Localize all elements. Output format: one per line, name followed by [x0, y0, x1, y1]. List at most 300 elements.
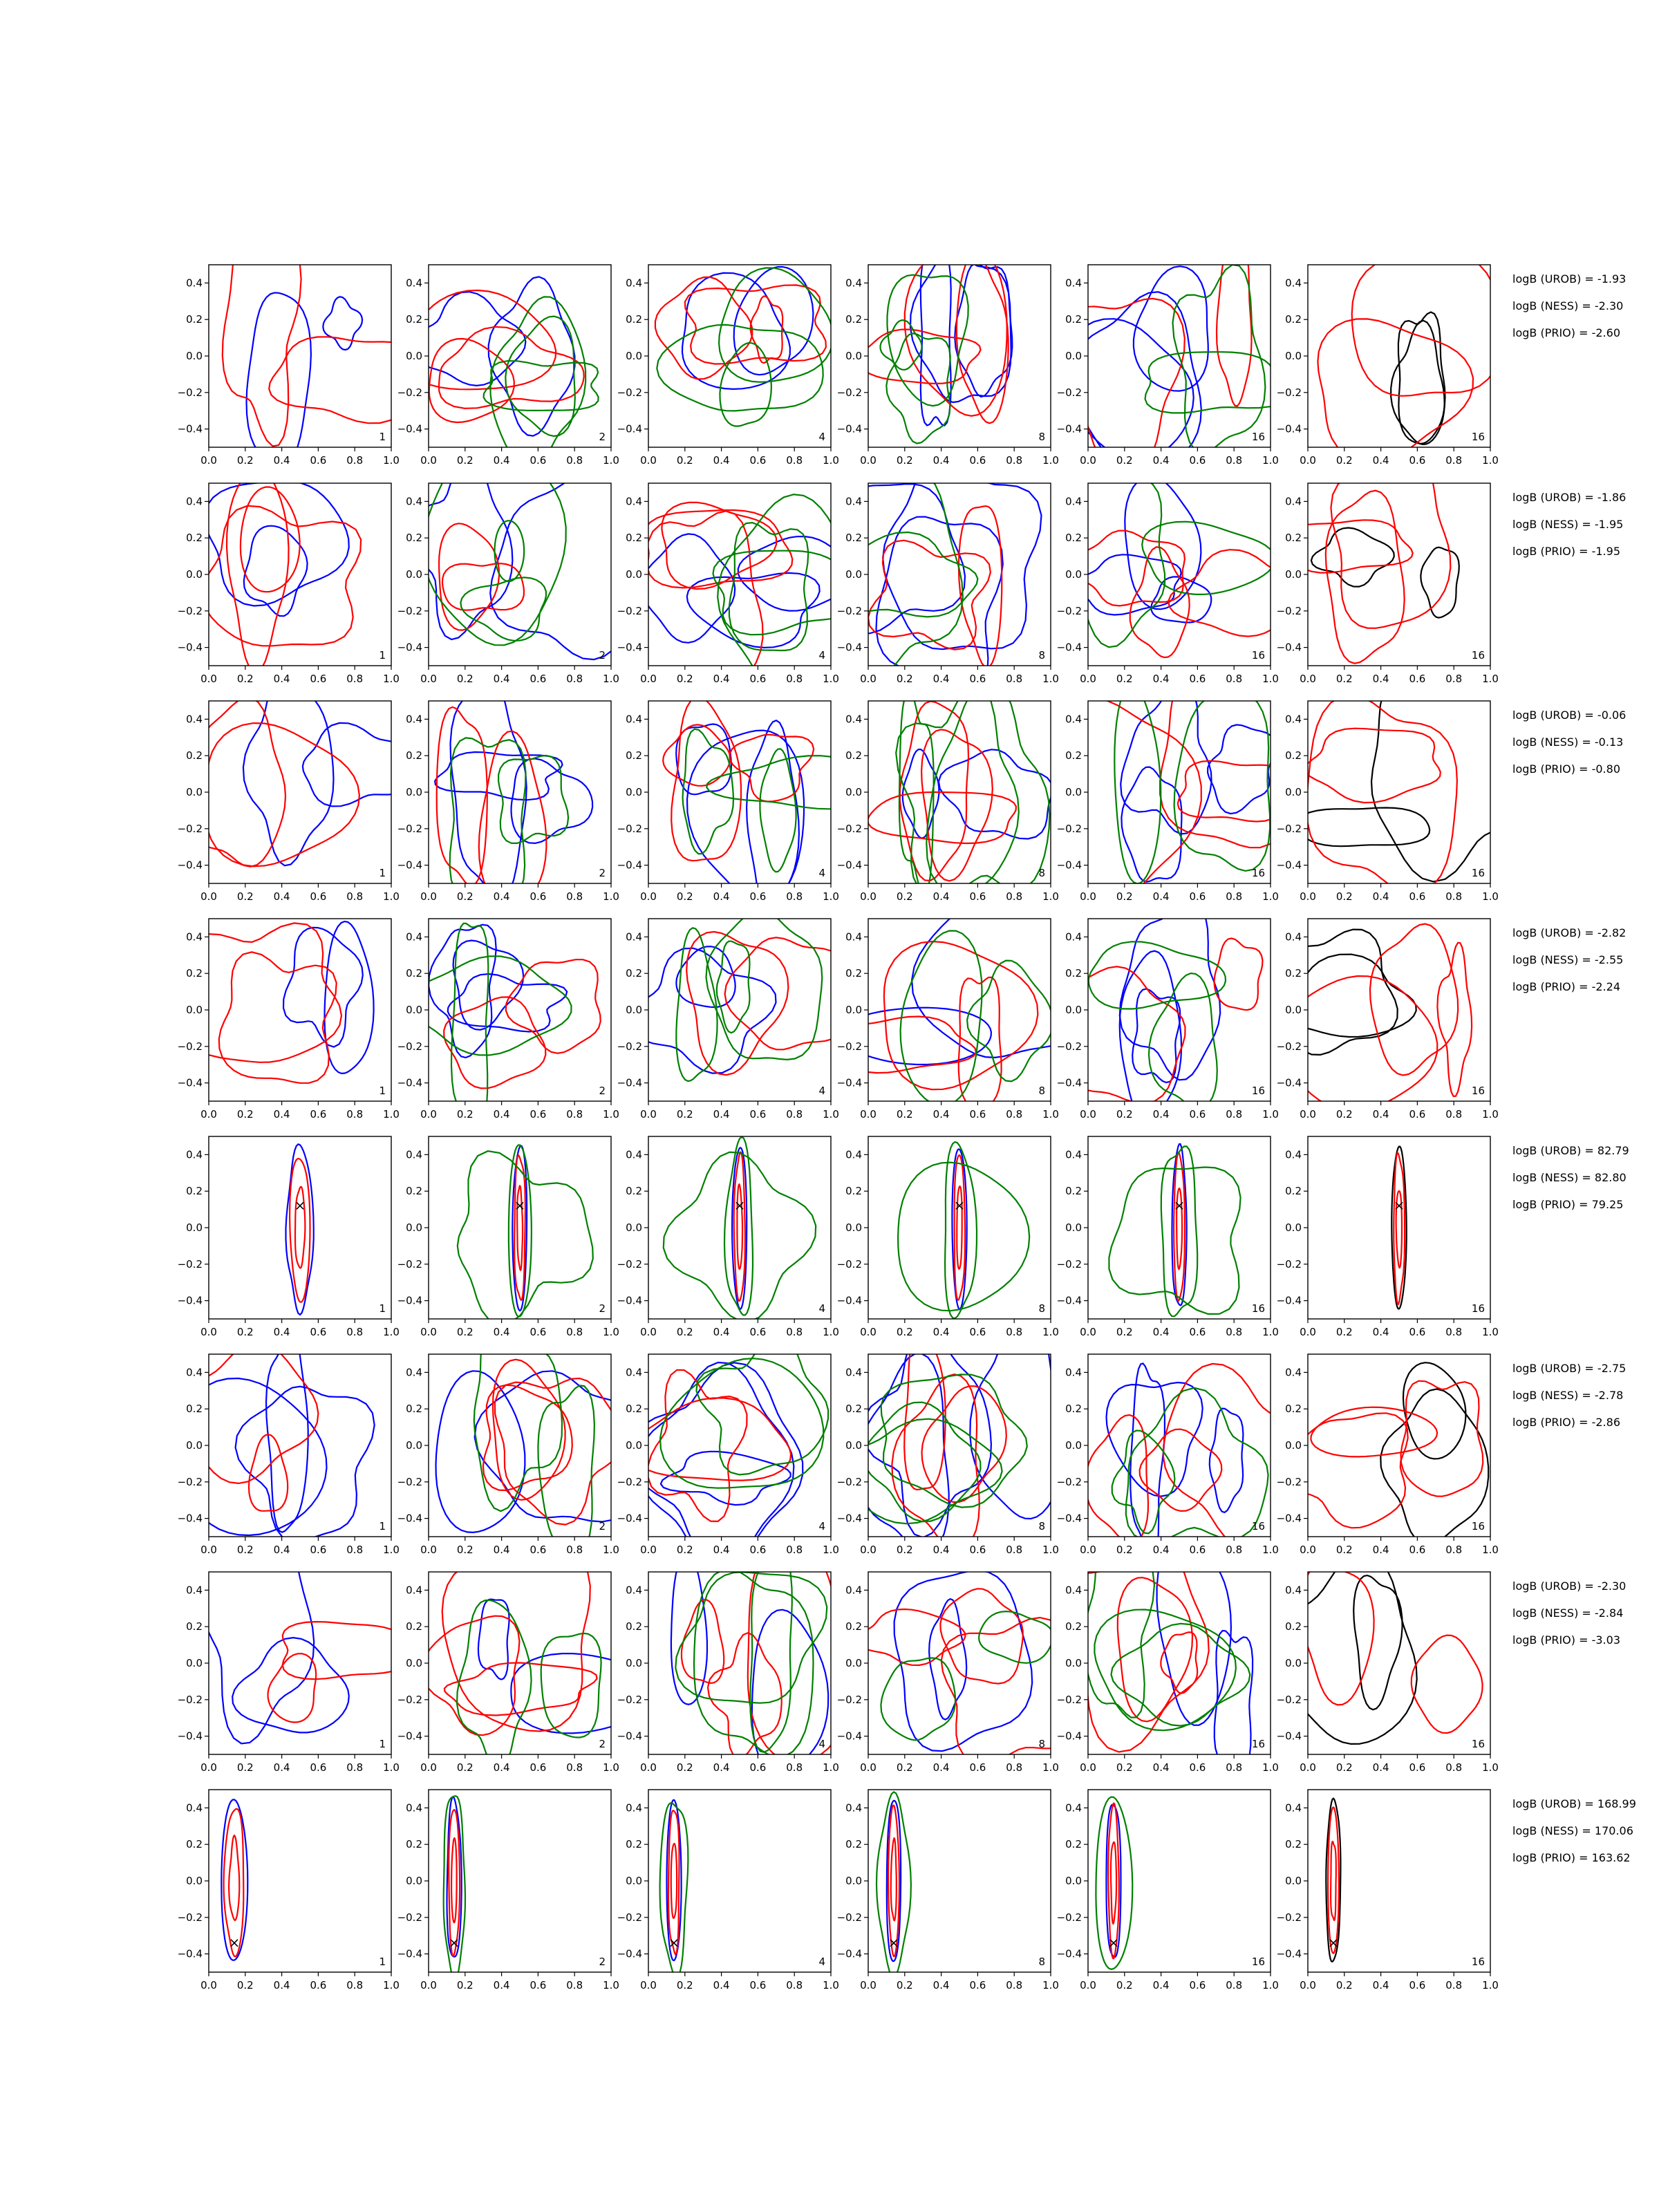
y-tick-label: 0.0: [186, 568, 203, 581]
contour-line-184: [266, 1322, 308, 1532]
panel-contours: [1297, 666, 1528, 894]
contour-line-183: [1396, 1191, 1402, 1268]
y-tick-label: 0.4: [186, 713, 203, 726]
x-tick-label: 0.4: [1152, 1979, 1170, 1991]
x-tick-label: 0.8: [786, 1544, 803, 1556]
x-tick-label: 0.2: [676, 454, 693, 467]
panel-r6-c4: [833, 1302, 1064, 1556]
logb-stat: logB (UROB) = -1.86: [1512, 491, 1627, 504]
y-tick-label: 0.2: [845, 967, 862, 980]
panel-corner-label: 8: [1038, 649, 1045, 662]
x-tick-label: 0.0: [1300, 1326, 1316, 1338]
panel-contours: [177, 1322, 375, 1541]
x-tick-label: 0.2: [896, 454, 913, 467]
contour-line-155: [1437, 943, 1472, 1096]
contour-line-1: [247, 293, 311, 464]
x-tick-label: 1.0: [823, 1979, 839, 1991]
y-tick-label: −0.2: [1276, 1040, 1302, 1053]
y-tick-label: −0.4: [617, 641, 642, 654]
contour-line-153: [1251, 955, 1416, 1037]
x-tick-label: 0.0: [420, 1544, 437, 1556]
y-tick-label: −0.2: [397, 1257, 422, 1271]
contour-line-225: [200, 1528, 315, 1744]
y-tick-label: 0.0: [1065, 350, 1082, 362]
x-tick-label: 0.6: [969, 1326, 986, 1338]
logb-stat: logB (PRIO) = -3.03: [1512, 1633, 1620, 1647]
panel-r6-c5: [1057, 1354, 1302, 1574]
contour-line-252: [1215, 1631, 1253, 1767]
y-tick-label: 0.0: [1285, 1221, 1302, 1234]
y-tick-label: −0.4: [1056, 1730, 1082, 1743]
panel-corner-label: 1: [379, 1085, 386, 1097]
logb-stat: logB (UROB) = -0.06: [1512, 709, 1627, 722]
panel-corner-label: 16: [1471, 1738, 1485, 1750]
y-tick-label: 0.4: [186, 276, 203, 290]
contour-line-110: [1121, 683, 1211, 834]
y-tick-label: −0.4: [617, 1730, 642, 1743]
contour-line-226: [232, 1638, 349, 1732]
x-tick-label: 0.2: [676, 1979, 693, 1991]
y-tick-label: −0.4: [1056, 1076, 1082, 1089]
y-tick-label: −0.4: [397, 1294, 422, 1307]
y-tick-label: 0.2: [1065, 1403, 1082, 1416]
y-tick-label: −0.2: [836, 1475, 862, 1488]
contour-line-70: [1151, 577, 1211, 622]
contour-line-56: [644, 511, 763, 709]
contour-line-88: [479, 731, 547, 900]
contour-line-42: [241, 487, 300, 592]
y-tick-label: −0.4: [1276, 641, 1302, 654]
contour-line-279: [1108, 1803, 1119, 1959]
y-tick-label: 0.2: [186, 1185, 203, 1198]
panel-r4-c3: [617, 910, 850, 1121]
contour-line-283: [1328, 1808, 1339, 1953]
contour-line-115: [1114, 685, 1161, 884]
x-tick-label: 0.8: [346, 1108, 364, 1121]
panel-r1-c4: [837, 245, 1059, 467]
y-tick-label: 0.0: [1285, 1875, 1302, 1887]
x-tick-label: 1.0: [383, 454, 400, 467]
panel-corner-label: 1: [379, 431, 386, 443]
x-tick-label: 0.0: [420, 1108, 437, 1121]
panel-contours: [1326, 1799, 1340, 1962]
panel-contours: [1280, 1362, 1488, 1545]
x-tick-label: 0.6: [969, 1108, 986, 1121]
x-tick-label: 0.4: [493, 454, 510, 467]
y-tick-label: 0.0: [1065, 1439, 1082, 1452]
panel-r8-c6: [1277, 1790, 1499, 1991]
logb-stat: logB (NESS) = -2.78: [1512, 1389, 1624, 1402]
contour-line-224: [1280, 1413, 1407, 1528]
x-tick-label: 0.4: [932, 1761, 950, 1774]
y-tick-label: 0.2: [626, 1185, 642, 1198]
panel-corner-label: 16: [1251, 431, 1265, 443]
x-tick-label: 0.2: [236, 1544, 254, 1556]
y-tick-label: 0.4: [186, 1148, 203, 1161]
y-tick-label: −0.2: [1056, 604, 1082, 617]
x-tick-label: 0.0: [1300, 1979, 1316, 1991]
x-tick-label: 1.0: [603, 454, 619, 467]
y-tick-label: 0.0: [186, 1439, 203, 1452]
panel-r7-c3: [617, 1532, 853, 1775]
contour-line-177: [1174, 1153, 1185, 1301]
x-tick-label: 1.0: [603, 1979, 619, 1991]
x-tick-label: 0.0: [1300, 454, 1316, 467]
contour-line-240: [682, 1600, 724, 1683]
y-tick-label: 0.2: [1285, 1838, 1302, 1851]
x-tick-label: 0.8: [566, 1761, 583, 1774]
x-tick-label: 0.6: [1409, 890, 1426, 903]
x-tick-label: 0.2: [236, 454, 254, 467]
y-tick-label: 0.4: [186, 1366, 203, 1379]
y-tick-label: 0.4: [1285, 930, 1302, 944]
y-tick-label: −0.4: [836, 1512, 862, 1525]
panel-r1-c5: [1054, 238, 1290, 476]
contour-line-3: [223, 225, 301, 446]
contour-line-120: [1306, 695, 1457, 893]
x-tick-label: 0.6: [1189, 1108, 1206, 1121]
y-tick-label: −0.2: [1276, 1475, 1302, 1488]
contour-line-231: [444, 1663, 597, 1716]
x-tick-label: 0.4: [1152, 1761, 1170, 1774]
y-tick-label: 0.4: [626, 276, 642, 290]
axes-frame: [209, 919, 391, 1101]
x-tick-label: 0.4: [273, 1761, 290, 1774]
panel-corner-label: 16: [1251, 1520, 1265, 1533]
x-tick-label: 0.8: [786, 454, 803, 467]
x-tick-label: 0.4: [713, 1326, 730, 1338]
contour-line-139: [912, 903, 1091, 1058]
x-tick-label: 0.8: [346, 890, 364, 903]
x-tick-label: 0.4: [273, 454, 290, 467]
logb-stat: logB (UROB) = -2.75: [1512, 1362, 1627, 1375]
panel-contours: [664, 1137, 816, 1322]
x-tick-label: 0.0: [860, 454, 877, 467]
y-tick-label: −0.2: [177, 1475, 203, 1488]
contour-line-76: [1311, 528, 1394, 587]
x-tick-label: 0.2: [236, 1108, 254, 1121]
y-tick-label: 0.2: [845, 532, 862, 545]
y-tick-label: −0.4: [617, 1076, 642, 1089]
x-tick-label: 0.2: [896, 1979, 913, 1991]
contour-line-230: [511, 1653, 667, 1733]
panel-corner-label: 4: [818, 1956, 825, 1968]
x-tick-label: 0.8: [1006, 1326, 1023, 1338]
x-tick-label: 0.0: [640, 673, 657, 685]
x-tick-label: 0.0: [200, 1108, 217, 1121]
y-tick-label: 0.0: [845, 1221, 862, 1234]
x-tick-label: 1.0: [1262, 1544, 1279, 1556]
x-tick-label: 1.0: [383, 890, 400, 903]
x-tick-label: 0.2: [1335, 673, 1353, 685]
y-tick-label: −0.2: [1056, 1911, 1082, 1924]
panel-corner-label: 1: [379, 649, 386, 662]
y-tick-label: 0.0: [186, 1004, 203, 1016]
x-tick-label: 0.8: [1006, 454, 1023, 467]
panel-r6-c3: [617, 1338, 839, 1567]
x-tick-label: 1.0: [1262, 1979, 1279, 1991]
axes-frame: [1308, 701, 1490, 883]
x-tick-label: 0.2: [236, 673, 254, 685]
y-tick-label: 0.4: [406, 713, 422, 726]
y-tick-label: 0.0: [845, 350, 862, 362]
x-tick-label: 0.6: [1409, 1761, 1426, 1774]
y-tick-label: 0.4: [626, 930, 642, 944]
contour-line-284: [1331, 1841, 1336, 1920]
y-tick-label: 0.4: [1285, 1148, 1302, 1161]
panel-r8-c2: [397, 1790, 619, 1991]
x-tick-label: 0.2: [676, 1761, 693, 1774]
y-tick-label: 0.4: [406, 1801, 422, 1815]
y-tick-label: −0.4: [617, 859, 642, 872]
panel-contours: [877, 1792, 911, 1977]
y-tick-label: 0.2: [186, 1838, 203, 1851]
x-tick-label: 1.0: [823, 454, 839, 467]
contour-line-111: [1208, 725, 1275, 814]
y-tick-label: −0.4: [397, 1947, 422, 1960]
y-tick-label: −0.4: [397, 1076, 422, 1089]
y-tick-label: 0.2: [1065, 1620, 1082, 1633]
x-tick-label: 0.2: [1116, 1326, 1133, 1338]
x-tick-label: 1.0: [383, 1979, 400, 1991]
logb-stat: logB (NESS) = -2.84: [1512, 1606, 1624, 1620]
contour-line-264: [224, 1809, 244, 1957]
panel-r3-c3: [617, 697, 869, 921]
contour-line-238: [748, 1532, 853, 1762]
y-tick-label: 0.4: [1065, 1366, 1082, 1379]
logb-stat: logB (PRIO) = 79.25: [1512, 1198, 1624, 1211]
x-tick-label: 0.8: [786, 673, 803, 685]
x-tick-label: 0.6: [310, 1761, 327, 1774]
x-tick-label: 0.0: [640, 454, 657, 467]
x-tick-label: 1.0: [603, 1544, 619, 1556]
x-tick-label: 0.0: [860, 890, 877, 903]
contour-line-198: [630, 1362, 803, 1563]
contour-line-144: [901, 931, 982, 1106]
x-tick-label: 0.0: [200, 1544, 217, 1556]
y-tick-label: −0.2: [177, 386, 203, 399]
contour-line-250: [979, 1611, 1053, 1663]
x-tick-label: 0.0: [420, 673, 437, 685]
x-tick-label: 0.4: [932, 673, 950, 685]
x-tick-label: 0.2: [896, 673, 913, 685]
y-tick-label: −0.2: [1276, 1693, 1302, 1706]
x-tick-label: 1.0: [1042, 1761, 1059, 1774]
y-tick-label: −0.2: [1056, 1257, 1082, 1271]
panel-r7-c1: [178, 1528, 411, 1774]
x-tick-label: 1.0: [1262, 1761, 1279, 1774]
x-tick-label: 0.8: [346, 673, 364, 685]
axes-frame: [209, 1572, 391, 1754]
x-tick-label: 0.0: [200, 1761, 217, 1774]
panel-corner-label: 16: [1251, 1956, 1265, 1968]
true-parameter-marker: [231, 1940, 238, 1947]
y-tick-label: 0.0: [626, 786, 642, 798]
y-tick-label: 0.2: [845, 1620, 862, 1633]
x-tick-label: 0.0: [1080, 890, 1096, 903]
x-tick-label: 0.0: [1080, 454, 1096, 467]
contour-line-36: [1398, 312, 1445, 444]
x-tick-label: 0.6: [1409, 673, 1426, 685]
x-tick-label: 0.2: [676, 1326, 693, 1338]
x-tick-label: 0.2: [1116, 1108, 1133, 1121]
x-tick-label: 0.8: [1445, 454, 1463, 467]
panel-corner-label: 16: [1251, 1738, 1265, 1750]
logb-stat: logB (PRIO) = -0.80: [1512, 762, 1620, 776]
y-tick-label: 0.0: [626, 1004, 642, 1016]
y-tick-label: 0.4: [845, 1584, 862, 1597]
y-tick-label: 0.2: [845, 313, 862, 326]
panel-corner-label: 4: [818, 649, 825, 662]
x-tick-label: 0.0: [1080, 673, 1096, 685]
y-tick-label: −0.4: [1276, 859, 1302, 872]
contour-line-150: [1215, 938, 1263, 1010]
y-tick-label: 0.2: [406, 1185, 422, 1198]
x-tick-label: 0.8: [1006, 1108, 1023, 1121]
y-tick-label: 0.0: [1065, 1657, 1082, 1669]
panel-corner-label: 4: [818, 867, 825, 879]
panel-contours: [663, 697, 869, 921]
y-tick-label: 0.2: [406, 1403, 422, 1416]
y-tick-label: 0.0: [626, 350, 642, 362]
y-tick-label: 0.0: [626, 1875, 642, 1887]
x-tick-label: 0.6: [749, 1108, 767, 1121]
x-tick-label: 0.8: [1226, 890, 1243, 903]
x-tick-label: 1.0: [603, 673, 619, 685]
y-tick-label: 0.0: [1065, 1004, 1082, 1016]
y-tick-label: −0.2: [836, 822, 862, 835]
y-tick-label: −0.4: [397, 422, 422, 435]
x-tick-label: 0.8: [566, 1544, 583, 1556]
panel-r5-c4: [837, 1136, 1059, 1338]
contour-line-239: [708, 1633, 782, 1759]
panel-contours: [1085, 1363, 1302, 1574]
contour-line-17: [720, 343, 771, 427]
y-tick-label: 0.0: [406, 786, 422, 798]
logb-stat: logB (PRIO) = -2.60: [1512, 326, 1620, 339]
panel-corner-label: 4: [818, 1302, 825, 1315]
x-tick-label: 0.6: [1189, 673, 1206, 685]
x-tick-label: 0.4: [1152, 1108, 1170, 1121]
logb-stat: logB (UROB) = 168.99: [1512, 1797, 1636, 1810]
y-tick-label: −0.4: [1276, 1947, 1302, 1960]
y-tick-label: 0.2: [1285, 532, 1302, 545]
x-tick-label: 0.6: [310, 890, 327, 903]
panel-r7-c6: [1276, 1553, 1499, 1774]
y-tick-label: 0.4: [1285, 1584, 1302, 1597]
contour-line-7: [429, 339, 514, 422]
x-tick-label: 0.0: [860, 1979, 877, 1991]
y-tick-label: 0.0: [406, 568, 422, 581]
y-tick-label: −0.2: [617, 1040, 642, 1053]
y-tick-label: 0.4: [1065, 276, 1082, 290]
y-tick-label: −0.2: [177, 1040, 203, 1053]
x-tick-label: 0.4: [273, 1979, 290, 1991]
x-tick-label: 0.2: [456, 454, 474, 467]
x-tick-label: 0.6: [1409, 1979, 1426, 1991]
x-tick-label: 0.8: [1445, 1761, 1463, 1774]
panel-r8-c4: [837, 1790, 1059, 1991]
y-tick-label: −0.4: [836, 859, 862, 872]
x-tick-label: 0.4: [1372, 1761, 1389, 1774]
y-tick-label: −0.4: [177, 641, 203, 654]
y-tick-label: 0.2: [626, 1620, 642, 1633]
y-tick-label: 0.2: [1065, 313, 1082, 326]
logb-stat: logB (PRIO) = -1.95: [1512, 545, 1620, 558]
panel-contours: [202, 467, 361, 673]
x-tick-label: 0.4: [1152, 890, 1170, 903]
contour-line-104: [868, 792, 1016, 843]
y-tick-label: −0.2: [177, 604, 203, 617]
y-tick-label: 0.0: [1065, 786, 1082, 798]
logb-stat: logB (NESS) = -2.55: [1512, 953, 1624, 966]
contour-line-29: [1134, 266, 1208, 391]
panel-contours: [1285, 453, 1459, 663]
panel-contours: [1109, 1144, 1240, 1316]
x-tick-label: 0.8: [1006, 890, 1023, 903]
y-tick-label: 0.4: [845, 1366, 862, 1379]
x-tick-label: 0.0: [860, 1326, 877, 1338]
y-tick-label: 0.2: [1065, 749, 1082, 762]
panel-r2-c4: [818, 452, 1059, 704]
x-tick-label: 0.0: [200, 1326, 217, 1338]
contour-line-43: [227, 467, 289, 673]
contour-line-201: [660, 1358, 823, 1488]
x-tick-label: 0.2: [456, 1108, 474, 1121]
contour-line-38: [1318, 319, 1473, 462]
y-tick-label: 0.4: [186, 495, 203, 508]
y-tick-label: 0.0: [1065, 1221, 1082, 1234]
x-tick-label: 0.0: [860, 1761, 877, 1774]
y-tick-label: 0.0: [1285, 1004, 1302, 1016]
x-tick-label: 0.6: [969, 1979, 986, 1991]
x-tick-label: 0.4: [1372, 673, 1389, 685]
contour-line-123: [183, 923, 341, 1062]
y-tick-label: −0.4: [617, 1512, 642, 1525]
x-tick-label: 0.0: [1080, 1108, 1096, 1121]
x-tick-label: 1.0: [1262, 1326, 1279, 1338]
panel-contours: [630, 1338, 829, 1567]
y-tick-label: −0.4: [1056, 1947, 1082, 1960]
x-tick-label: 0.8: [566, 1326, 583, 1338]
y-tick-label: 0.2: [1065, 1185, 1082, 1198]
x-tick-label: 0.4: [1372, 890, 1389, 903]
y-tick-label: 0.0: [186, 1221, 203, 1234]
x-tick-label: 0.6: [529, 1326, 547, 1338]
x-tick-label: 0.8: [1226, 1326, 1243, 1338]
y-tick-label: 0.2: [406, 967, 422, 980]
panel-r5-c2: [397, 1136, 619, 1338]
y-tick-label: 0.0: [1285, 568, 1302, 581]
y-tick-label: −0.4: [617, 422, 642, 435]
contour-line-189: [475, 1371, 641, 1521]
x-tick-label: 0.6: [529, 454, 547, 467]
panel-r6-c1: [177, 1322, 400, 1556]
x-tick-label: 0.8: [1226, 454, 1243, 467]
panel-corner-label: 2: [599, 1302, 606, 1315]
y-tick-label: −0.4: [1276, 1294, 1302, 1307]
y-tick-label: −0.2: [177, 822, 203, 835]
y-tick-label: −0.4: [836, 1294, 862, 1307]
y-tick-label: 0.2: [845, 1403, 862, 1416]
contour-line-156: [1370, 924, 1458, 1076]
x-tick-label: 1.0: [823, 1108, 839, 1121]
contour-line-168: [737, 1184, 742, 1269]
contour-line-188: [249, 1434, 288, 1511]
axes-frame: [648, 1136, 831, 1319]
contour-line-63: [883, 452, 1041, 649]
x-tick-label: 0.8: [1226, 1979, 1243, 1991]
